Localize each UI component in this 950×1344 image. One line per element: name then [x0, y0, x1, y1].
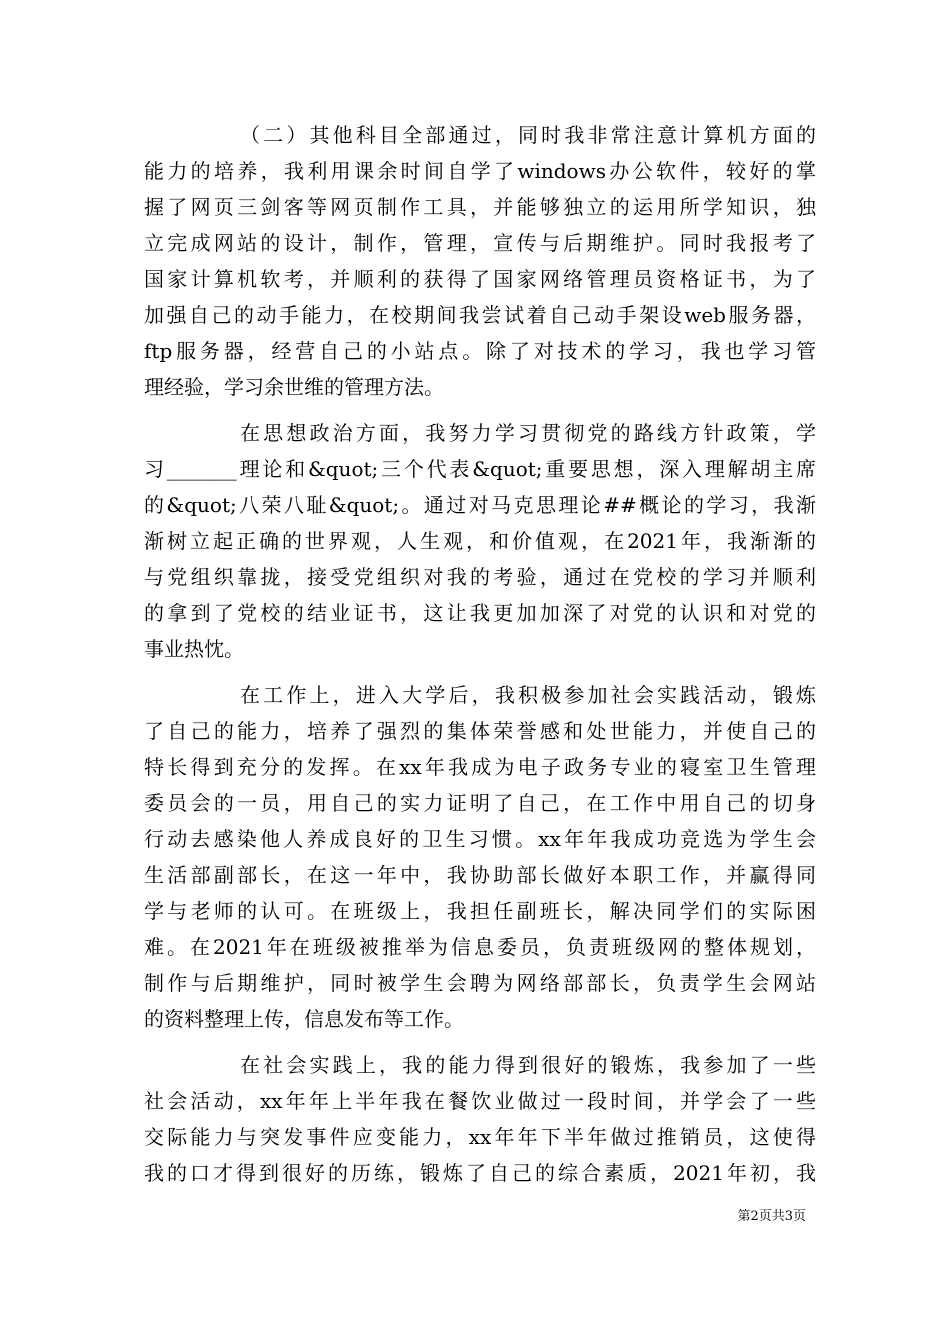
paragraph-line: 能力的培养，我利用课余时间自学了windows办公软件，较好的掌	[144, 159, 816, 183]
paragraph-line: 的拿到了党校的结业证书，这让我更加加深了对党的认识和对党的	[144, 601, 816, 625]
paragraph	[144, 117, 816, 405]
paragraph-line: 难。在2021年在班级被推举为信息委员，负责班级网的整体规划，	[144, 935, 816, 959]
paragraph-line: 特长得到充分的发挥。在xx年我成为电子政务专业的寝室卫生管理	[144, 755, 816, 779]
paragraph	[144, 1047, 816, 1191]
paragraph	[144, 415, 816, 667]
paragraph-line: 与党组织靠拢，接受党组织对我的考验，通过在党校的学习并顺利	[144, 565, 816, 589]
paragraph-line: 习_______理论和&quot;三个代表&quot;重要思想，深入理解胡主席	[144, 457, 816, 481]
paragraph-line: 我的口才得到很好的历练，锻炼了自己的综合素质，2021年初，我	[144, 1161, 816, 1185]
paragraph-line: 学与老师的认可。在班级上，我担任副班长，解决同学们的实际困	[144, 899, 816, 923]
paragraph-line: 生活部副部长，在这一年中，我协助部长做好本职工作，并赢得同	[144, 863, 816, 887]
paragraph-line: 社会活动，xx年年上半年我在餐饮业做过一段时间，并学会了一些	[144, 1089, 816, 1113]
paragraph-line: 国家计算机软考，并顺利的获得了国家网络管理员资格证书，为了	[144, 267, 816, 291]
paragraph-line: 的&quot;八荣八耻&quot;。通过对马克思理论##概论的学习，我渐	[144, 493, 816, 517]
paragraph-gap	[144, 1037, 816, 1047]
paragraph-line: 立完成网站的设计，制作，管理，宣传与后期维护。同时我报考了	[144, 231, 816, 255]
paragraph-line: 在工作上，进入大学后，我积极参加社会实践活动，锻炼	[240, 683, 816, 707]
paragraph-line: 交际能力与突发事件应变能力，xx年年下半年做过推销员，这使得	[144, 1125, 816, 1149]
paragraph-line: 握了网页三剑客等网页制作工具，并能够独立的运用所学知识，独	[144, 195, 816, 219]
paragraph-line: 事业热忱。	[144, 637, 244, 661]
paragraph-line: ftp服务器，经营自己的小站点。除了对技术的学习，我也学习管	[144, 339, 816, 363]
paragraph-line: 委员会的一员，用自己的实力证明了自己，在工作中用自己的切身	[144, 791, 816, 815]
page-footer: 第2页共3页	[737, 1209, 806, 1224]
paragraph-line: 渐树立起正确的世界观，人生观，和价值观，在2021年，我渐渐的	[144, 529, 816, 553]
paragraph-line: 理经验，学习余世维的管理方法。	[144, 375, 444, 399]
paragraph-line: 加强自己的动手能力，在校期间我尝试着自己动手架设web服务器，	[144, 303, 816, 327]
paragraph-line: 制作与后期维护，同时被学生会聘为网络部部长，负责学生会网站	[144, 971, 816, 995]
paragraph-gap	[144, 667, 816, 677]
body-text	[144, 117, 816, 1191]
paragraph	[144, 677, 816, 1037]
paragraph-line: （二）其他科目全部通过，同时我非常注意计算机方面的	[240, 123, 816, 147]
paragraph-line: 的资料整理上传，信息发布等工作。	[144, 1007, 464, 1031]
paragraph-line: 在社会实践上，我的能力得到很好的锻炼，我参加了一些	[240, 1053, 816, 1077]
paragraph-line: 在思想政治方面，我努力学习贯彻党的路线方针政策，学	[240, 421, 816, 445]
paragraph-line: 行动去感染他人养成良好的卫生习惯。xx年年我成功竞选为学生会	[144, 827, 816, 851]
paragraph-gap	[144, 405, 816, 415]
paragraph-line: 了自己的能力，培养了强烈的集体荣誉感和处世能力，并使自己的	[144, 719, 816, 743]
